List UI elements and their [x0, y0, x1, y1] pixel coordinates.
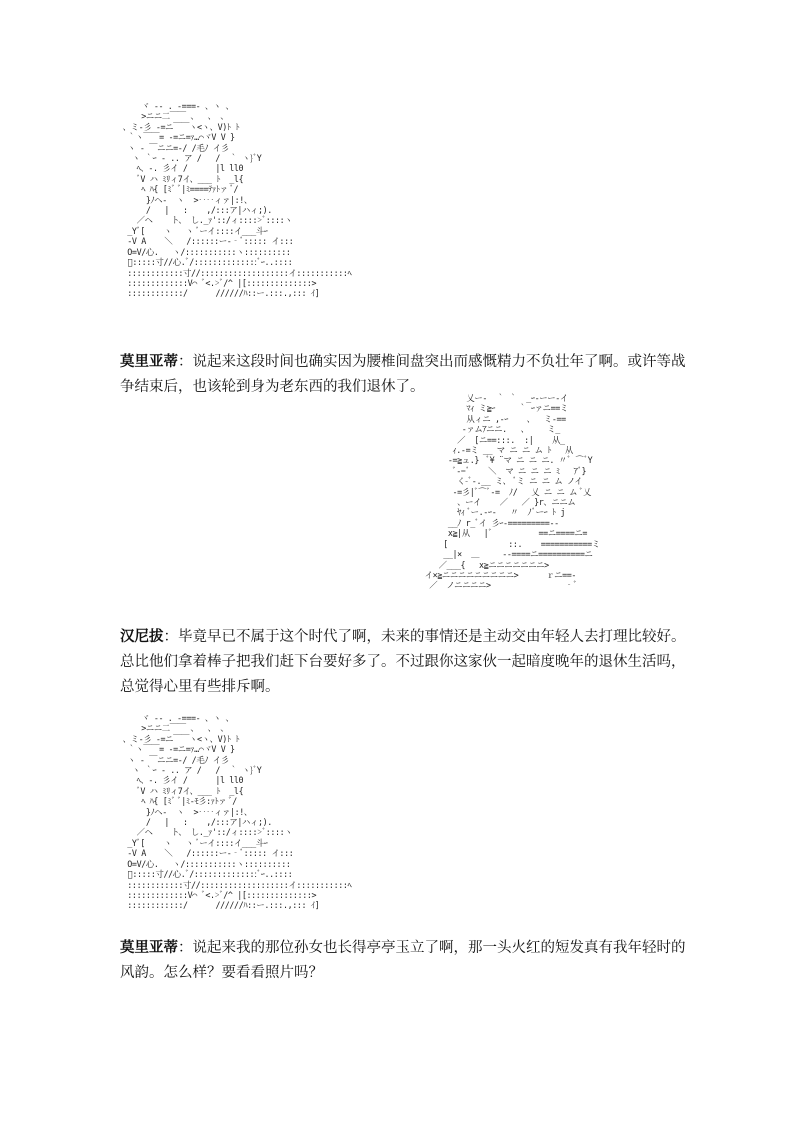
speaker-name: 莫里亚蒂	[120, 940, 178, 956]
dialogue-text: 说起来我的那位孙女也长得亭亭玉立了啊，那一头火红的短发真有我年轻时的风韵。怎么样？要看看照片吗？	[120, 940, 686, 981]
speaker-name: 汉尼拔	[120, 629, 164, 645]
hannibal-ascii-art: 乂ー- ｀ ｀ _ｰ‐ーー-イ ﾏｨ ミ≧ｰ ｀ ｰァニ==ミ 从ィニ ,-ｰ 、 ミ-== ‐ァムｱニニ. 、 ミ_ ／ [ニ==:::. :| 从_ ｨ.‐=ミ __ マ ニ ニ ム ﾄ 从 ‐=≧ュ.} ﾞ¥ ¨マ ニ ニ ニ. 〃ﾞ ⌒ﾞY ﾞ‐=ﾞ ＼ マ ニ ニ ニ ﾐ ｱﾞ} く-ﾞ-.__ ミ、 ﾞミ ニ ニ ム ノイ ‐=彡|ﾞ⌒ﾞ‐= ﾉ/ 乂 ニ ニ ム ﾞ乂 、ーイ ／ ／ }r、ニニム ﾔｨ ﾞー.-ｰ‐ 〃 ﾉﾞーｰ ﾄ j __ﾉ r_ﾞイ 彡ｰ-=========-- x≧|从 |ﾞ ==ニ====ニ= [ ::. ===========ミ __|× ＿ --====ニ==========ニ ／___{ x≧ニニニニニニニ> イ×≧ニニニニニニニニニ> ｒニ==- ／ ノニニニニ> ‐ﾞ	[424, 393, 600, 591]
dialogue-text: 毕竟早已不属于这个时代了啊，未来的事情还是主动交由年轻人去打理比较好。总比他们拿着棒子把我们赶下台要好多了。不过跟你这家伙一起暗度晚年的退休生活吗，总觉得心里有些排斥啊。	[120, 629, 686, 695]
speaker-separator: ：	[178, 940, 193, 956]
morrie-ascii-art-1: ヾ ‐- . -===- 、ヽ 、 >ニニ二￣￣ 、 、 、 、ミ-彡 -=ニ￣￣ヽ<ヽ、V)ﾄ ﾄ ｀ヽ￣￣= -=ニ=ｧ…⌒ヾV V } ヽ ‐ ￣ニニ=-/ /毛ﾉ イ彡 ヽ ｀ｰ ‐ .. ア / / ｀ ヽ}ﾞY ﾍ、-. 彡イ / |l ll0 ﾞV ハ ﾐﾘィ7イ、___ ﾄ _l{ ﾍ ﾊ{ [ﾐﾞ ﾞ|ﾐ====ﾃｧﾄァ ﾞ/ }ﾉヘ- ヽ >‥‥ィァ|:!、 / | : ,/:::ア|ハィ;). ／ヘ ト、 し._ｧ'::/ィ::::>ﾞ::::ヽ _Yﾞ[ ヽ ヽ ﾞーイ::::イ___斗ｰ -V A ＼ /::::::ー-‐ﾞ::::: イ::: O=V/心. ヽ/:::::::::::ヽ:::::::::: ﾞ:::::寸//心.ﾞ/::::::::::::::ﾞｰ..:::: ::::::::::::寸//:::::::::::::::::::イ:::::::::::ﾍ :::::::::::::V⌒ ﾞ<.>ﾞ/^ |[::::::::::::::> ::::::::::::/ //////ﾊ::ー.:::.,::: ｲ]	[122, 101, 352, 299]
morrie-ascii-art-2: ヾ ‐- . -===- 、ヽ 、 >ニニ二￣￣ 、 、 、 、ミ-彡 -=ニ￣￣ヽ<ヽ、V)ﾄ ﾄ ｀ヽ￣￣= -=ニ=ｧ…⌒ヾV V } ヽ ‐ ￣ニニ=-/ /毛ﾉ イ彡 ヽ ｀ｰ ‐ .. ア / / ｀ ヽ}ﾞY ﾍ、-. 彡イ / |l ll0 ﾞV ハ ﾐﾘィ7イ、___ ﾄ _l{ ﾍ ﾊ{ [ﾐﾞ ﾞ|ﾐ‐ﾓ彡:ｧﾄァ ﾞ/ }ﾉヘ- ヽ >‥‥ィァ|:!、 / | : ,/:::ア|ハィ;). ／ヘ ト、 し._ｧ'::/ィ::::>ﾞ::::ヽ _Yﾞ[ ヽ ヽ ﾞーイ::::イ___斗ｰ -V A ＼ /::::::ー-‐ﾞ::::: イ::: O=V/心. ヽ/:::::::::::ヽ:::::::::: ﾞ:::::寸//心.ﾞ/::::::::::::::ﾞｰ..:::: ::::::::::::寸//:::::::::::::::::::イ:::::::::::ﾍ :::::::::::::V⌒ ﾞ<.>ﾞ/^ |[::::::::::::::> ::::::::::::/ //////ﾊ::ー.:::.,::: ｲ]	[122, 713, 352, 911]
speaker-separator: ：	[178, 354, 193, 370]
dialogue-morrie-1	[120, 350, 690, 400]
dialogue-morrie-2	[120, 936, 690, 986]
speaker-name: 莫里亚蒂	[120, 354, 178, 370]
speaker-separator: ：	[163, 629, 178, 645]
dialogue-text: 说起来这段时间也确实因为腰椎间盘突出而感慨精力不负壮年了啊。或许等战争结束后，也该轮到身为老东西的我们退休了。	[120, 354, 686, 395]
dialogue-hannibal	[120, 625, 690, 700]
